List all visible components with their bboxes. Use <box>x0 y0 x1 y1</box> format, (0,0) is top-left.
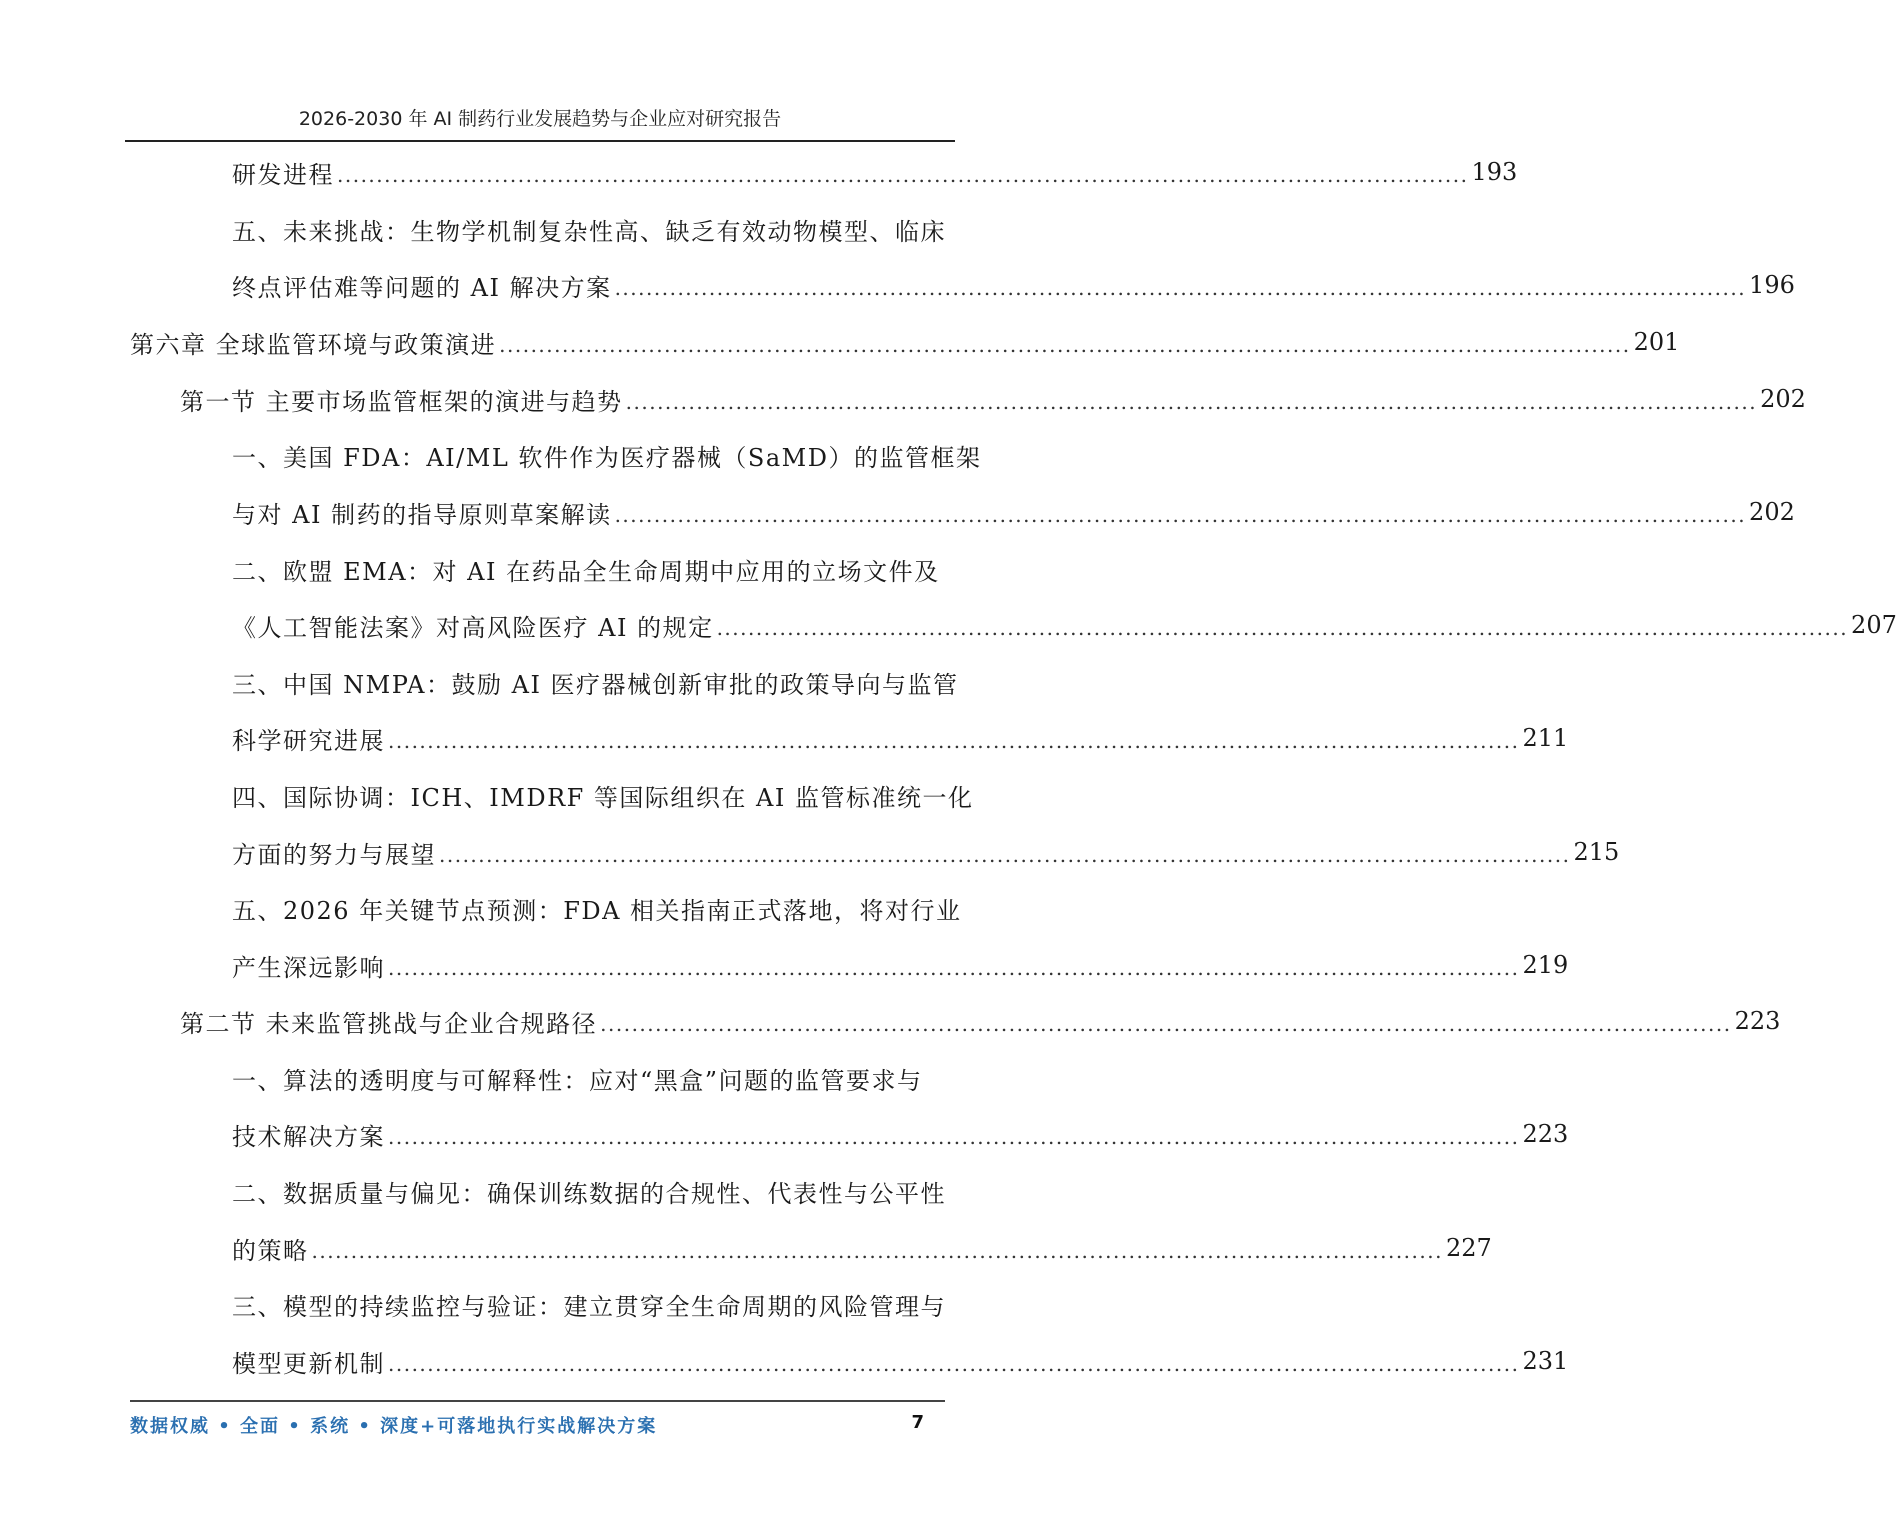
toc-page-number: 202 <box>1760 385 1806 413</box>
toc-entry-title: 产生深远影响 <box>232 953 385 982</box>
toc-entry-title: 第一节 主要市场监管框架的演进与趋势 <box>180 387 623 416</box>
toc-dot-leader: ................................................................................................................................................ <box>716 616 1849 640</box>
toc-entry-title: 五、未来挑战：生物学机制复杂性高、缺乏有效动物模型、临床 <box>232 217 946 246</box>
toc-entry[interactable] <box>232 1282 946 1326</box>
toc-entry-title: 第二节 未来监管挑战与企业合规路径 <box>180 1009 598 1038</box>
toc-entry[interactable] <box>232 603 1897 647</box>
toc-entry-title: 二、欧盟 EMA：对 AI 在药品全生命周期中应用的立场文件及 <box>232 557 940 586</box>
toc-page-number: 207 <box>1851 611 1897 639</box>
toc-page-number: 223 <box>1522 1120 1569 1148</box>
toc-dot-leader: ................................................................................................................................................ <box>499 333 1631 357</box>
toc-page-number: 227 <box>1445 1234 1492 1262</box>
toc-page-number: 231 <box>1522 1347 1569 1375</box>
toc-dot-leader: ................................................................................................................................................ <box>388 1352 1520 1376</box>
toc-entry-title: 一、算法的透明度与可解释性：应对“黑盒”问题的监管要求与 <box>232 1066 923 1095</box>
toc-page-number: 211 <box>1522 724 1569 752</box>
toc-entry-title: 技术解决方案 <box>232 1122 385 1151</box>
toc-entry-title: 四、国际协调：ICH、IMDRF 等国际组织在 AI 监管标准统一化 <box>232 783 974 812</box>
toc-entry-title: 研发进程 <box>232 160 334 189</box>
toc-entry-title: 与对 AI 制药的指导原则草案解读 <box>232 500 612 529</box>
toc-dot-leader: ................................................................................................................................................ <box>614 276 1747 300</box>
toc-entry[interactable] <box>232 716 1569 760</box>
toc-entry[interactable] <box>232 433 981 477</box>
toc-entry[interactable] <box>232 830 1620 874</box>
toc-page-number: 193 <box>1471 158 1518 186</box>
header-divider <box>125 140 955 142</box>
toc-page-number: 215 <box>1573 838 1620 866</box>
toc-dot-leader: ................................................................................................................................................ <box>388 729 1520 753</box>
toc-entry-title: 第六章 全球监管环境与政策演进 <box>130 330 497 359</box>
toc-entry[interactable] <box>232 1339 1569 1383</box>
toc-section-entry[interactable] <box>180 999 1781 1043</box>
footer-page-number: 7 <box>911 1412 924 1433</box>
toc-entry-title: 终点评估难等问题的 AI 解决方案 <box>232 273 612 302</box>
toc-entry-title: 的策略 <box>232 1236 309 1265</box>
toc-entry[interactable] <box>232 263 1795 307</box>
toc-entry-title: 一、美国 FDA：AI/ML 软件作为医疗器械（SaMD）的监管框架 <box>232 443 982 472</box>
toc-entry[interactable] <box>232 1226 1492 1270</box>
footer-divider <box>130 1400 945 1402</box>
toc-entry[interactable] <box>232 886 962 930</box>
toc-dot-leader: ................................................................................................................................................ <box>600 1012 1732 1036</box>
toc-page-number: 223 <box>1734 1007 1781 1035</box>
toc-dot-leader: ................................................................................................................................................ <box>625 390 1758 414</box>
toc-entry-title: 方面的努力与展望 <box>232 840 436 869</box>
toc-entry-title: 《人工智能法案》对高风险医疗 AI 的规定 <box>232 613 714 642</box>
toc-entry-title: 模型更新机制 <box>232 1349 385 1378</box>
page-header-title: 2026-2030 年 AI 制药行业发展趋势与企业应对研究报告 <box>298 108 782 130</box>
toc-entry[interactable] <box>232 1056 923 1100</box>
toc-section-entry[interactable] <box>180 377 1806 421</box>
toc-entry-title: 二、数据质量与偏见：确保训练数据的合规性、代表性与公平性 <box>232 1179 946 1208</box>
toc-dot-leader: ................................................................................................................................................ <box>614 503 1747 527</box>
toc-entry-title: 五、2026 年关键节点预测：FDA 相关指南正式落地，将对行业 <box>232 896 962 925</box>
toc-dot-leader: ................................................................................................................................................ <box>388 956 1520 980</box>
toc-page-number: 219 <box>1522 951 1569 979</box>
toc-page-number: 202 <box>1749 498 1795 526</box>
toc-entry[interactable] <box>232 490 1795 534</box>
toc-entry[interactable] <box>232 207 946 251</box>
toc-entry[interactable] <box>232 1112 1569 1156</box>
toc-dot-leader: ................................................................................................................................................ <box>337 163 1469 187</box>
toc-entry-title: 三、中国 NMPA：鼓励 AI 医疗器械创新审批的政策导向与监管 <box>232 670 959 699</box>
toc-dot-leader: ................................................................................................................................................ <box>388 1125 1520 1149</box>
toc-entry[interactable] <box>232 547 940 591</box>
toc-dot-leader: ................................................................................................................................................ <box>439 843 1571 867</box>
toc-entry[interactable] <box>232 1169 946 1213</box>
toc-chapter-entry[interactable] <box>130 320 1680 364</box>
toc-entry[interactable] <box>232 943 1569 987</box>
toc-entry[interactable] <box>232 150 1518 194</box>
toc-page-number: 201 <box>1633 328 1680 356</box>
toc-entry[interactable] <box>232 773 974 817</box>
footer-slogan: 数据权威 • 全面 • 系统 • 深度+可落地执行实战解决方案 <box>130 1416 658 1437</box>
toc-entry-title: 三、模型的持续监控与验证：建立贯穿全生命周期的风险管理与 <box>232 1292 946 1321</box>
toc-dot-leader: ................................................................................................................................................ <box>311 1239 1443 1263</box>
toc-page-number: 196 <box>1749 271 1795 299</box>
toc-entry[interactable] <box>232 660 959 704</box>
toc-entry-title: 科学研究进展 <box>232 726 385 755</box>
